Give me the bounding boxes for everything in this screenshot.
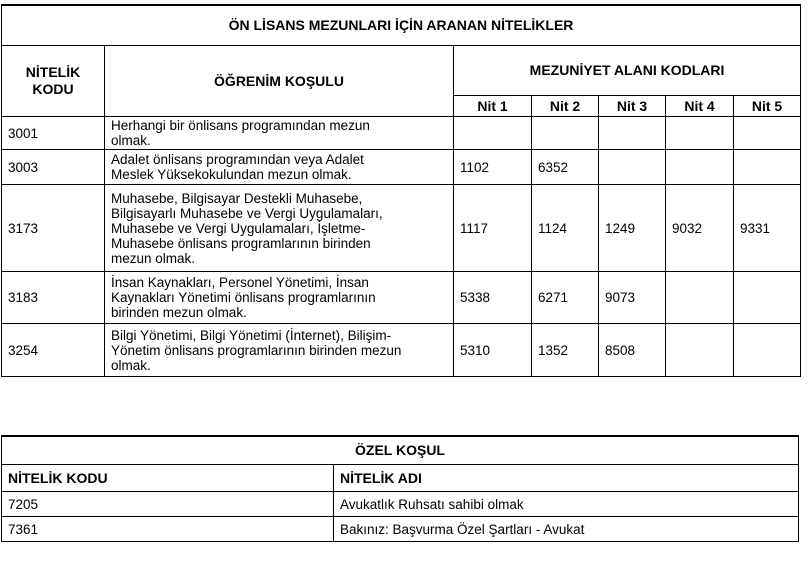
nit-4-cell: 9032 bbox=[666, 185, 734, 272]
table-row bbox=[2, 324, 801, 377]
nit-2-cell: 1124 bbox=[532, 185, 599, 272]
nit-1-cell: 1102 bbox=[454, 150, 532, 185]
special-condition-table bbox=[1, 435, 799, 542]
nit-3-cell: 1249 bbox=[599, 185, 666, 272]
nit-4-cell bbox=[666, 117, 734, 150]
nit-3-cell bbox=[599, 150, 666, 185]
condition-line: birinden mezun olmak. bbox=[111, 305, 247, 320]
nit-5-cell bbox=[734, 150, 801, 185]
row-code: 3173 bbox=[2, 185, 105, 272]
special-table-title: ÖZEL KOŞUL bbox=[2, 436, 799, 465]
row-code: 3001 bbox=[2, 117, 105, 150]
condition-line: İnsan Kaynakları, Personel Yönetimi, İnsan bbox=[111, 275, 369, 290]
row-condition bbox=[105, 324, 454, 377]
condition-line: mezun olmak. bbox=[111, 250, 196, 266]
special-row-name: Avukatlık Ruhsatı sahibi olmak bbox=[334, 492, 799, 517]
nit-3-cell: 9073 bbox=[599, 272, 666, 324]
nitelik-kodu-header-line2: KODU bbox=[32, 81, 74, 97]
condition-line: olmak. bbox=[111, 357, 151, 373]
nit-4-cell bbox=[666, 324, 734, 377]
condition-line: Adalet önlisans programından veya Adalet bbox=[111, 152, 364, 167]
nitelik-kodu-header-line1: NİTELİK bbox=[25, 64, 81, 80]
condition-line: Muhasebe önlisans programlarının birinden bbox=[111, 235, 371, 251]
special-code-header: NİTELİK KODU bbox=[2, 465, 334, 492]
special-row-code: 7205 bbox=[2, 492, 334, 517]
nitelik-kodu-header bbox=[2, 46, 105, 117]
condition-line: Bilgi Yönetimi, Bilgi Yönetimi (İnternet), Bilişim- bbox=[111, 327, 392, 343]
special-name-header: NİTELİK ADI bbox=[334, 465, 799, 492]
nit-1-cell bbox=[454, 117, 532, 150]
condition-line: Muhasebe, Bilgisayar Destekli Muhasebe, bbox=[111, 190, 363, 206]
row-code: 3003 bbox=[2, 150, 105, 185]
condition-line: Yönetim önlisans programlarının birinden mezun bbox=[111, 342, 402, 358]
qualifications-table bbox=[1, 4, 801, 377]
nit-5-cell: 9331 bbox=[734, 185, 801, 272]
row-condition bbox=[105, 117, 454, 150]
nit-4-cell bbox=[666, 272, 734, 324]
table-row bbox=[2, 150, 801, 185]
row-code: 3254 bbox=[2, 324, 105, 377]
row-condition bbox=[105, 150, 454, 185]
condition-line: Kaynakları Yönetimi önlisans programlarının bbox=[111, 290, 376, 305]
row-condition bbox=[105, 272, 454, 324]
special-row-code: 7361 bbox=[2, 517, 334, 542]
nit-5-header: Nit 5 bbox=[734, 96, 801, 117]
nit-2-header: Nit 2 bbox=[532, 96, 599, 117]
nit-4-cell bbox=[666, 150, 734, 185]
table-row bbox=[2, 117, 801, 150]
nit-2-cell: 6352 bbox=[532, 150, 599, 185]
row-code: 3183 bbox=[2, 272, 105, 324]
nit-1-cell: 5310 bbox=[454, 324, 532, 377]
nit-5-cell bbox=[734, 272, 801, 324]
special-row-name: Bakınız: Başvurma Özel Şartları - Avukat bbox=[334, 517, 799, 542]
table-title: ÖN LİSANS MEZUNLARI İÇİN ARANAN NİTELİKLER bbox=[2, 5, 801, 46]
nit-4-header: Nit 4 bbox=[666, 96, 734, 117]
condition-line: Muhasebe ve Vergi Uygulamaları, İşletme- bbox=[111, 220, 366, 236]
condition-line: Meslek Yüksekokulundan mezun olmak. bbox=[111, 167, 352, 182]
table-row bbox=[2, 185, 801, 272]
nit-2-cell bbox=[532, 117, 599, 150]
nit-3-cell bbox=[599, 117, 666, 150]
nit-2-cell: 6271 bbox=[532, 272, 599, 324]
ogrenim-kosulu-header: ÖĞRENİM KOŞULU bbox=[105, 46, 454, 117]
table-row bbox=[2, 492, 799, 517]
condition-line: olmak. bbox=[111, 133, 151, 148]
condition-line: Herhangi bir önlisans programından mezun bbox=[111, 118, 370, 133]
condition-line: Bilgisayarlı Muhasebe ve Vergi Uygulamaları, bbox=[111, 205, 383, 221]
nit-3-header: Nit 3 bbox=[599, 96, 666, 117]
nit-1-cell: 5338 bbox=[454, 272, 532, 324]
nit-1-header: Nit 1 bbox=[454, 96, 532, 117]
mezuniyet-alani-kodlari-header: MEZUNİYET ALANI KODLARI bbox=[454, 46, 801, 96]
nit-3-cell: 8508 bbox=[599, 324, 666, 377]
nit-2-cell: 1352 bbox=[532, 324, 599, 377]
nit-5-cell bbox=[734, 324, 801, 377]
nit-1-cell: 1117 bbox=[454, 185, 532, 272]
row-condition bbox=[105, 185, 454, 272]
table-row bbox=[2, 517, 799, 542]
table-row bbox=[2, 272, 801, 324]
nit-5-cell bbox=[734, 117, 801, 150]
